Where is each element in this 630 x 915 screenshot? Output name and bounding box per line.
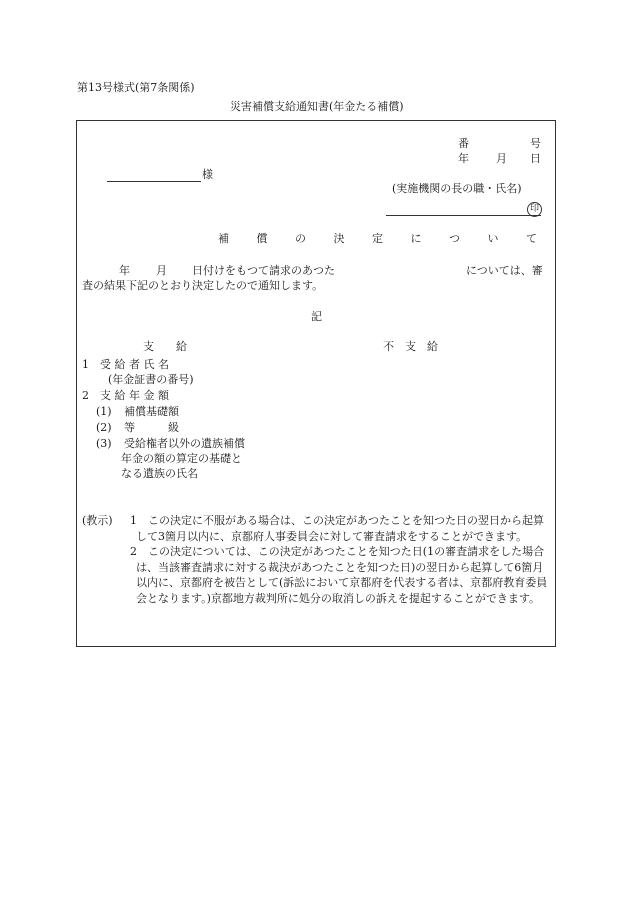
note-2: [82, 544, 552, 606]
instruction-notes: [82, 513, 552, 606]
sub-item-grade: 等 級: [124, 421, 179, 434]
sub-item-survivor-compensation: 受給権者以外の遺族補償: [124, 437, 245, 450]
note-1: [82, 513, 552, 544]
item-recipient-name: 受 給 者 氏 名: [100, 358, 169, 371]
item-1-number: 1: [82, 358, 89, 371]
notes-label: (教示): [82, 514, 113, 527]
sub-item-1-number: (1): [96, 405, 112, 418]
body-line1-mid: 日付けをもつて請求のあつた: [192, 264, 335, 277]
date-month: 月: [496, 152, 507, 165]
number-suffix: 号: [530, 137, 541, 150]
column-no-pay: 不 支 給: [383, 340, 438, 353]
sub-item-3-number: (3): [96, 437, 112, 450]
sender-underline: [386, 215, 541, 216]
body-month: 月: [156, 264, 167, 277]
number-label: 番: [458, 137, 469, 150]
sub-item-2-number: (2): [96, 421, 112, 434]
addressee-underline: [107, 181, 201, 182]
item-certificate-number: (年金証書の番号): [108, 373, 194, 386]
item-2-number: 2: [82, 389, 89, 402]
body-year: 年: [119, 264, 130, 277]
sub-item-3-cont-2: なる遺族の氏名: [121, 467, 198, 480]
note-1-number: 1: [130, 514, 137, 527]
subject-heading: 補 償 の 決 定 に つ い て: [218, 232, 549, 245]
seal-mark: 印: [527, 202, 542, 217]
note-1-text: この決定に不服がある場合は、この決定があつたことを知つた日の翌日から起算して3箇月以内に、京都府人事委員会に対して審査請求をすることができます。: [136, 514, 544, 543]
sub-item-3-cont-1: 年金の額の算定の基礎と: [121, 452, 242, 465]
date-year: 年: [458, 152, 469, 165]
body-line1-end: については、審: [466, 264, 543, 277]
note-2-text: この決定については、この決定があつたことを知つた日(1の審査請求をした場合は、当該審査請求に対する裁決があつたことを知つた日)の翌日から起算して6箇月以内に、京都府を被告として(訴訟において京都府を代表する者は、京都府教育委員会となります。)京都地方裁判所に処分の取消しの訴えを提起することができます。: [136, 545, 548, 605]
sender-label: (実施機関の長の職・氏名): [392, 182, 522, 195]
sub-item-base-amount: 補償基礎額: [124, 405, 179, 418]
body-line2: 査の結果下記のとおり決定したので通知します。: [82, 279, 324, 292]
addressee-suffix: 様: [202, 168, 213, 181]
date-day: 日: [530, 152, 541, 165]
item-annual-amount: 支 給 年 金 額: [100, 389, 169, 402]
form-number: 第13号様式(第7条関係): [77, 81, 195, 94]
ki-heading: 記: [311, 310, 322, 323]
column-pay: 支 給: [143, 340, 187, 353]
document-title: 災害補償支給通知書(年金たる補償): [230, 100, 404, 113]
note-2-number: 2: [130, 545, 137, 558]
